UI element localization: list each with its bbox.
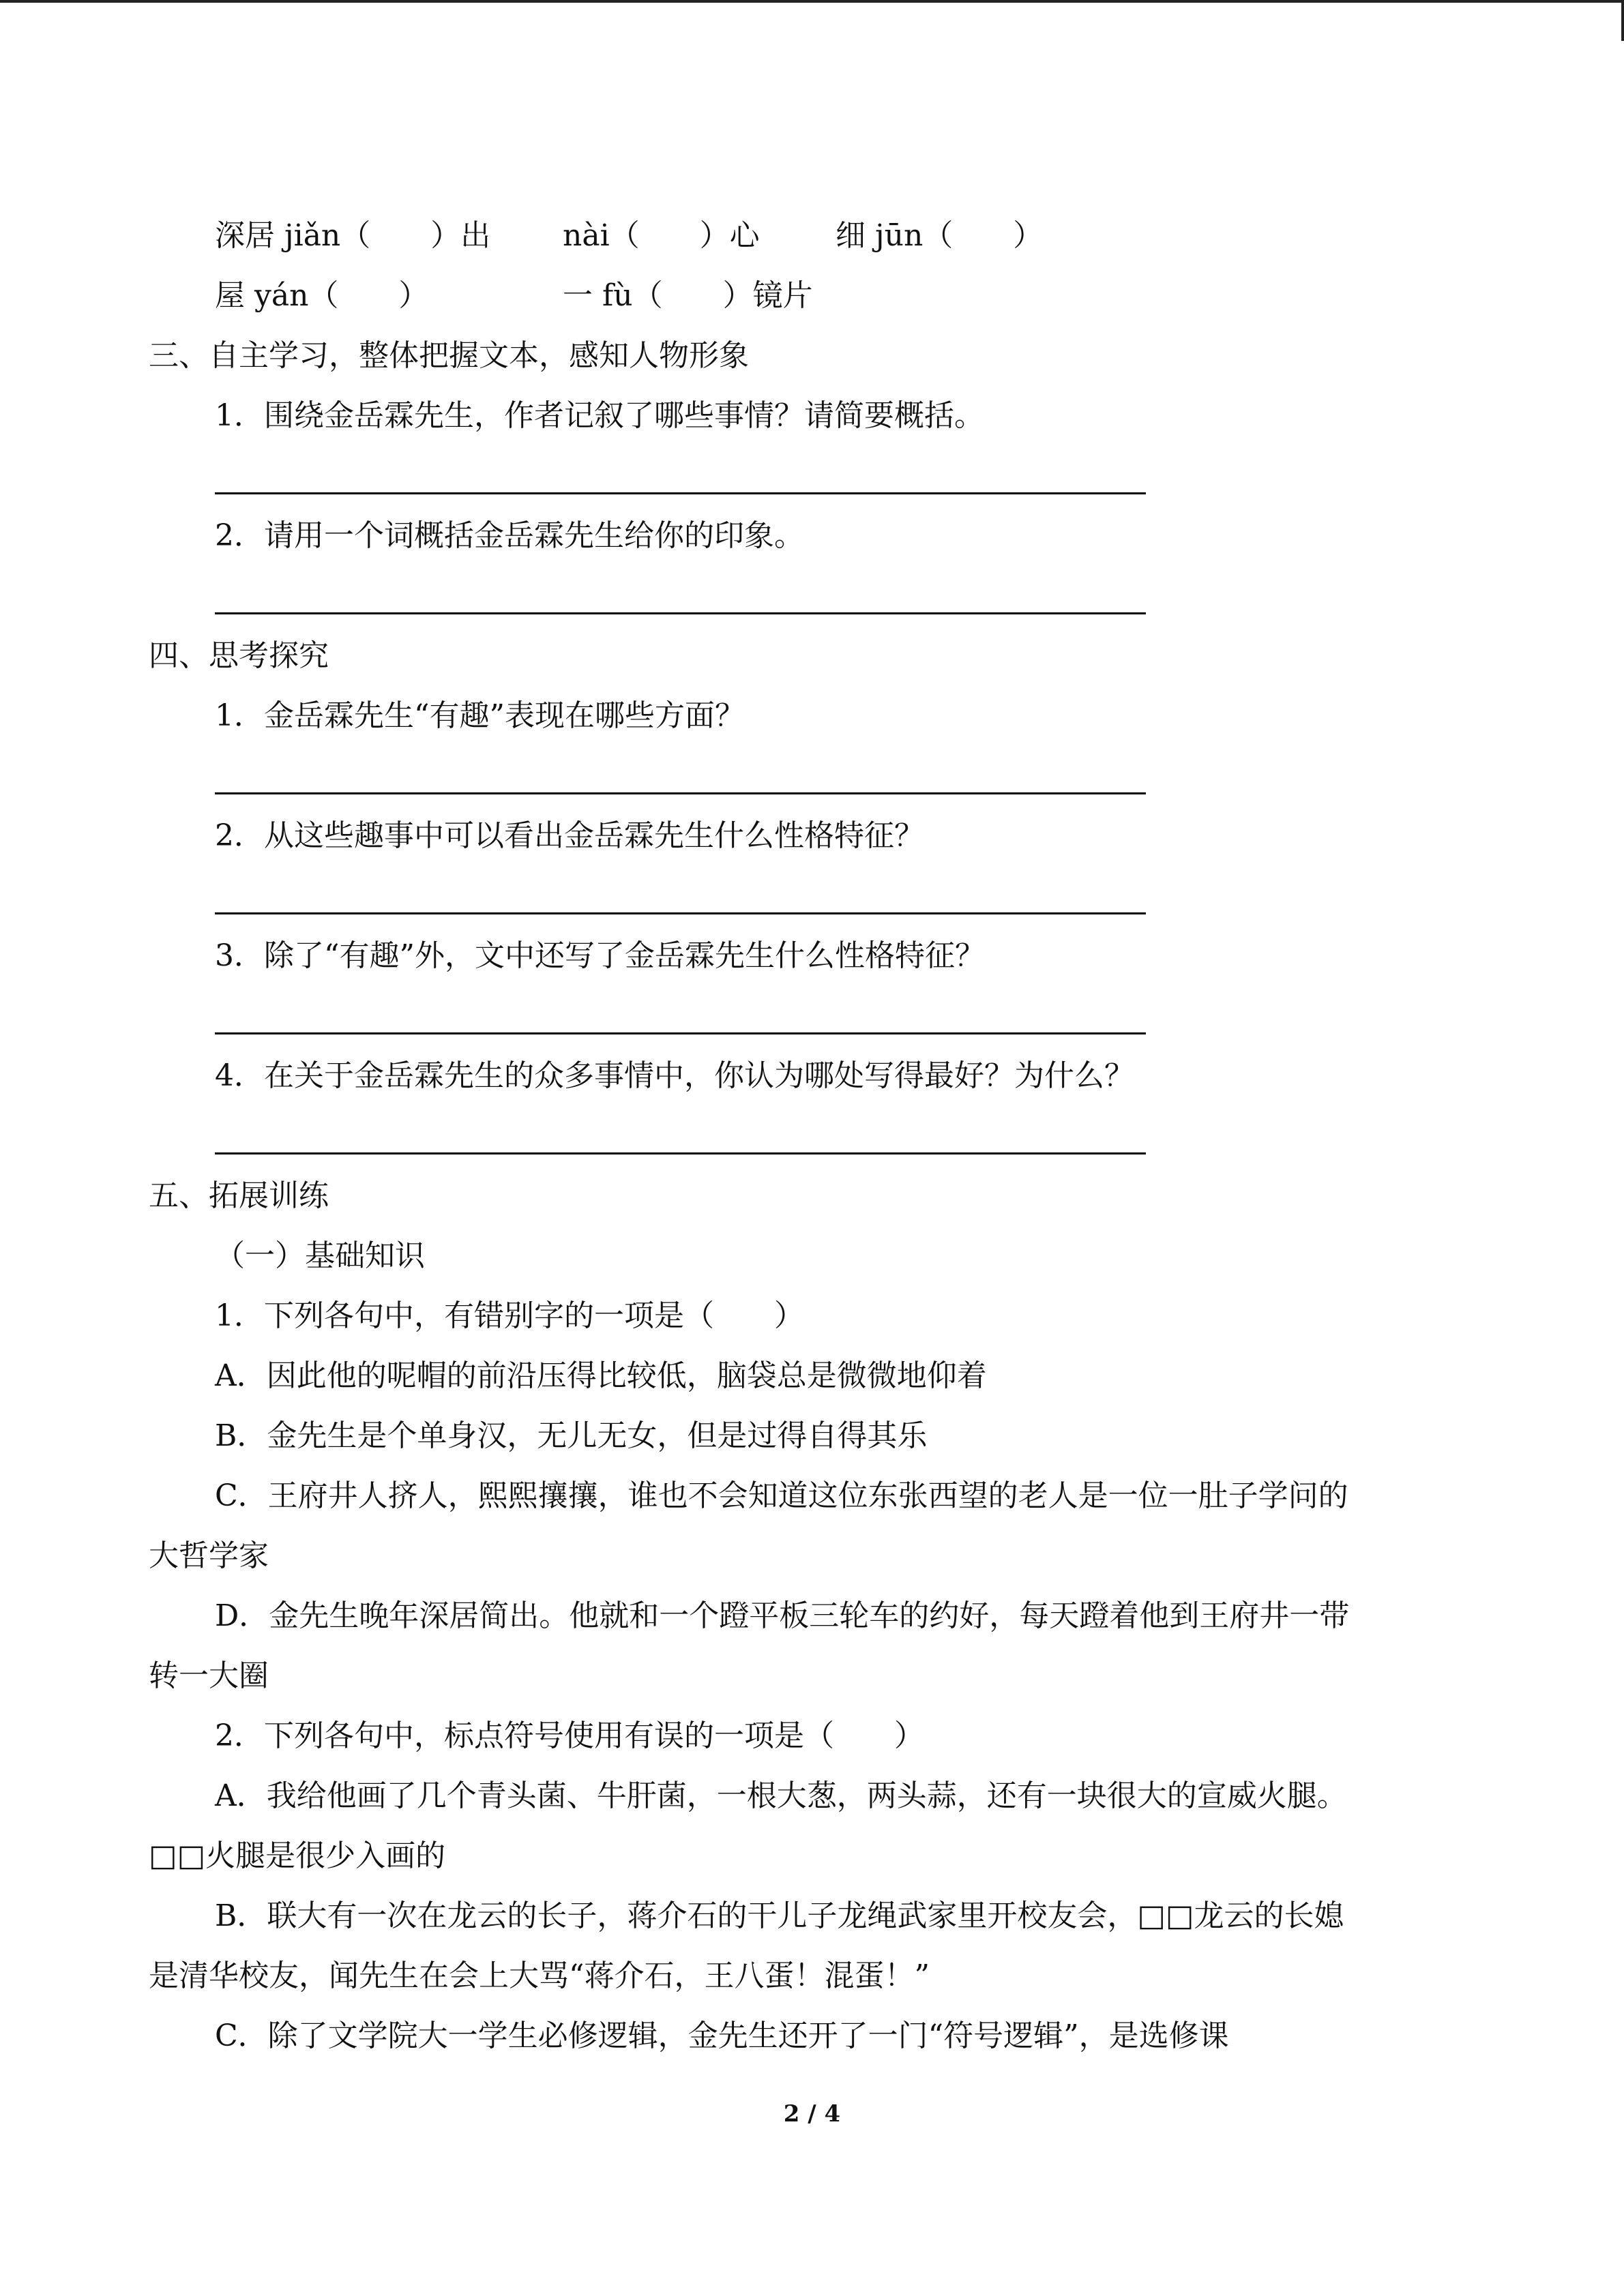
- option-c: C．王府井人挤人，熙熙攘攘，谁也不会知道这位东张西望的老人是一位一肚子学问的: [215, 1478, 1348, 1513]
- answer-line: [215, 792, 1146, 794]
- section-heading: 四、思考探究: [149, 638, 329, 673]
- question: 1．金岳霖先生“有趣”表现在哪些方面？: [215, 698, 745, 733]
- question: 2．从这些趣事中可以看出金岳霖先生什么性格特征？: [215, 818, 924, 853]
- option-c-cont: 大哲学家: [149, 1538, 269, 1573]
- section-heading: 三、自主学习，整体把握文本，感知人物形象: [149, 338, 749, 373]
- option-a-cont: □□火腿是很少入画的: [149, 1838, 446, 1873]
- sub-heading: （一）基础知识: [215, 1238, 425, 1273]
- pinyin-item: 深居 jiǎn（ ）出: [215, 218, 491, 253]
- option-a: A．我给他画了几个青头菌、牛肝菌，一根大葱，两头蒜，还有一块很大的宣威火腿。: [215, 1778, 1347, 1813]
- page-top-border: [0, 0, 1624, 3]
- question: 4．在关于金岳霖先生的众多事情中，你认为哪处写得最好？为什么？: [215, 1058, 1134, 1093]
- answer-line: [215, 912, 1146, 914]
- section-heading: 五、拓展训练: [149, 1178, 329, 1213]
- answer-line: [215, 1152, 1146, 1154]
- option-a: A．因此他的呢帽的前沿压得比较低，脑袋总是微微地仰着: [215, 1358, 987, 1393]
- option-c: C．除了文学院大一学生必修逻辑，金先生还开了一门“符号逻辑”，是选修课: [215, 2018, 1229, 2053]
- answer-line: [215, 612, 1146, 614]
- question: 1．围绕金岳霖先生，作者记叙了哪些事情？请简要概括。: [215, 398, 984, 433]
- question: 2．请用一个词概括金岳霖先生给你的印象。: [215, 518, 804, 553]
- answer-line: [215, 1032, 1146, 1034]
- option-d: D．金先生晚年深居简出。他就和一个蹬平板三轮车的约好，每天蹬着他到王府井一带: [215, 1598, 1350, 1633]
- option-b: B．金先生是个单身汉，无儿无女，但是过得自得其乐: [215, 1418, 928, 1453]
- page-right-border: [1621, 0, 1624, 41]
- question: 1．下列各句中，有错别字的一项是（ ）: [215, 1298, 804, 1333]
- page-number: 2 / 4: [783, 2100, 841, 2128]
- option-b: B．联大有一次在龙云的长子，蒋介石的干儿子龙绳武家里开校友会，□□龙云的长媳: [215, 1898, 1344, 1933]
- question: 2．下列各句中，标点符号使用有误的一项是（ ）: [215, 1718, 924, 1753]
- question: 3．除了“有趣”外，文中还写了金岳霖先生什么性格特征？: [215, 938, 985, 973]
- option-d-cont: 转一大圈: [149, 1658, 269, 1693]
- pinyin-item: nài（ ）心: [563, 218, 760, 253]
- pinyin-item: 屋 yán（ ）: [215, 278, 429, 313]
- option-b-cont: 是清华校友，闻先生在会上大骂“蒋介石，王八蛋！混蛋！”: [149, 1958, 930, 1993]
- pinyin-item: 一 fù（ ）镜片: [563, 278, 813, 313]
- answer-line: [215, 492, 1146, 494]
- pinyin-item: 细 jūn（ ）: [836, 218, 1044, 253]
